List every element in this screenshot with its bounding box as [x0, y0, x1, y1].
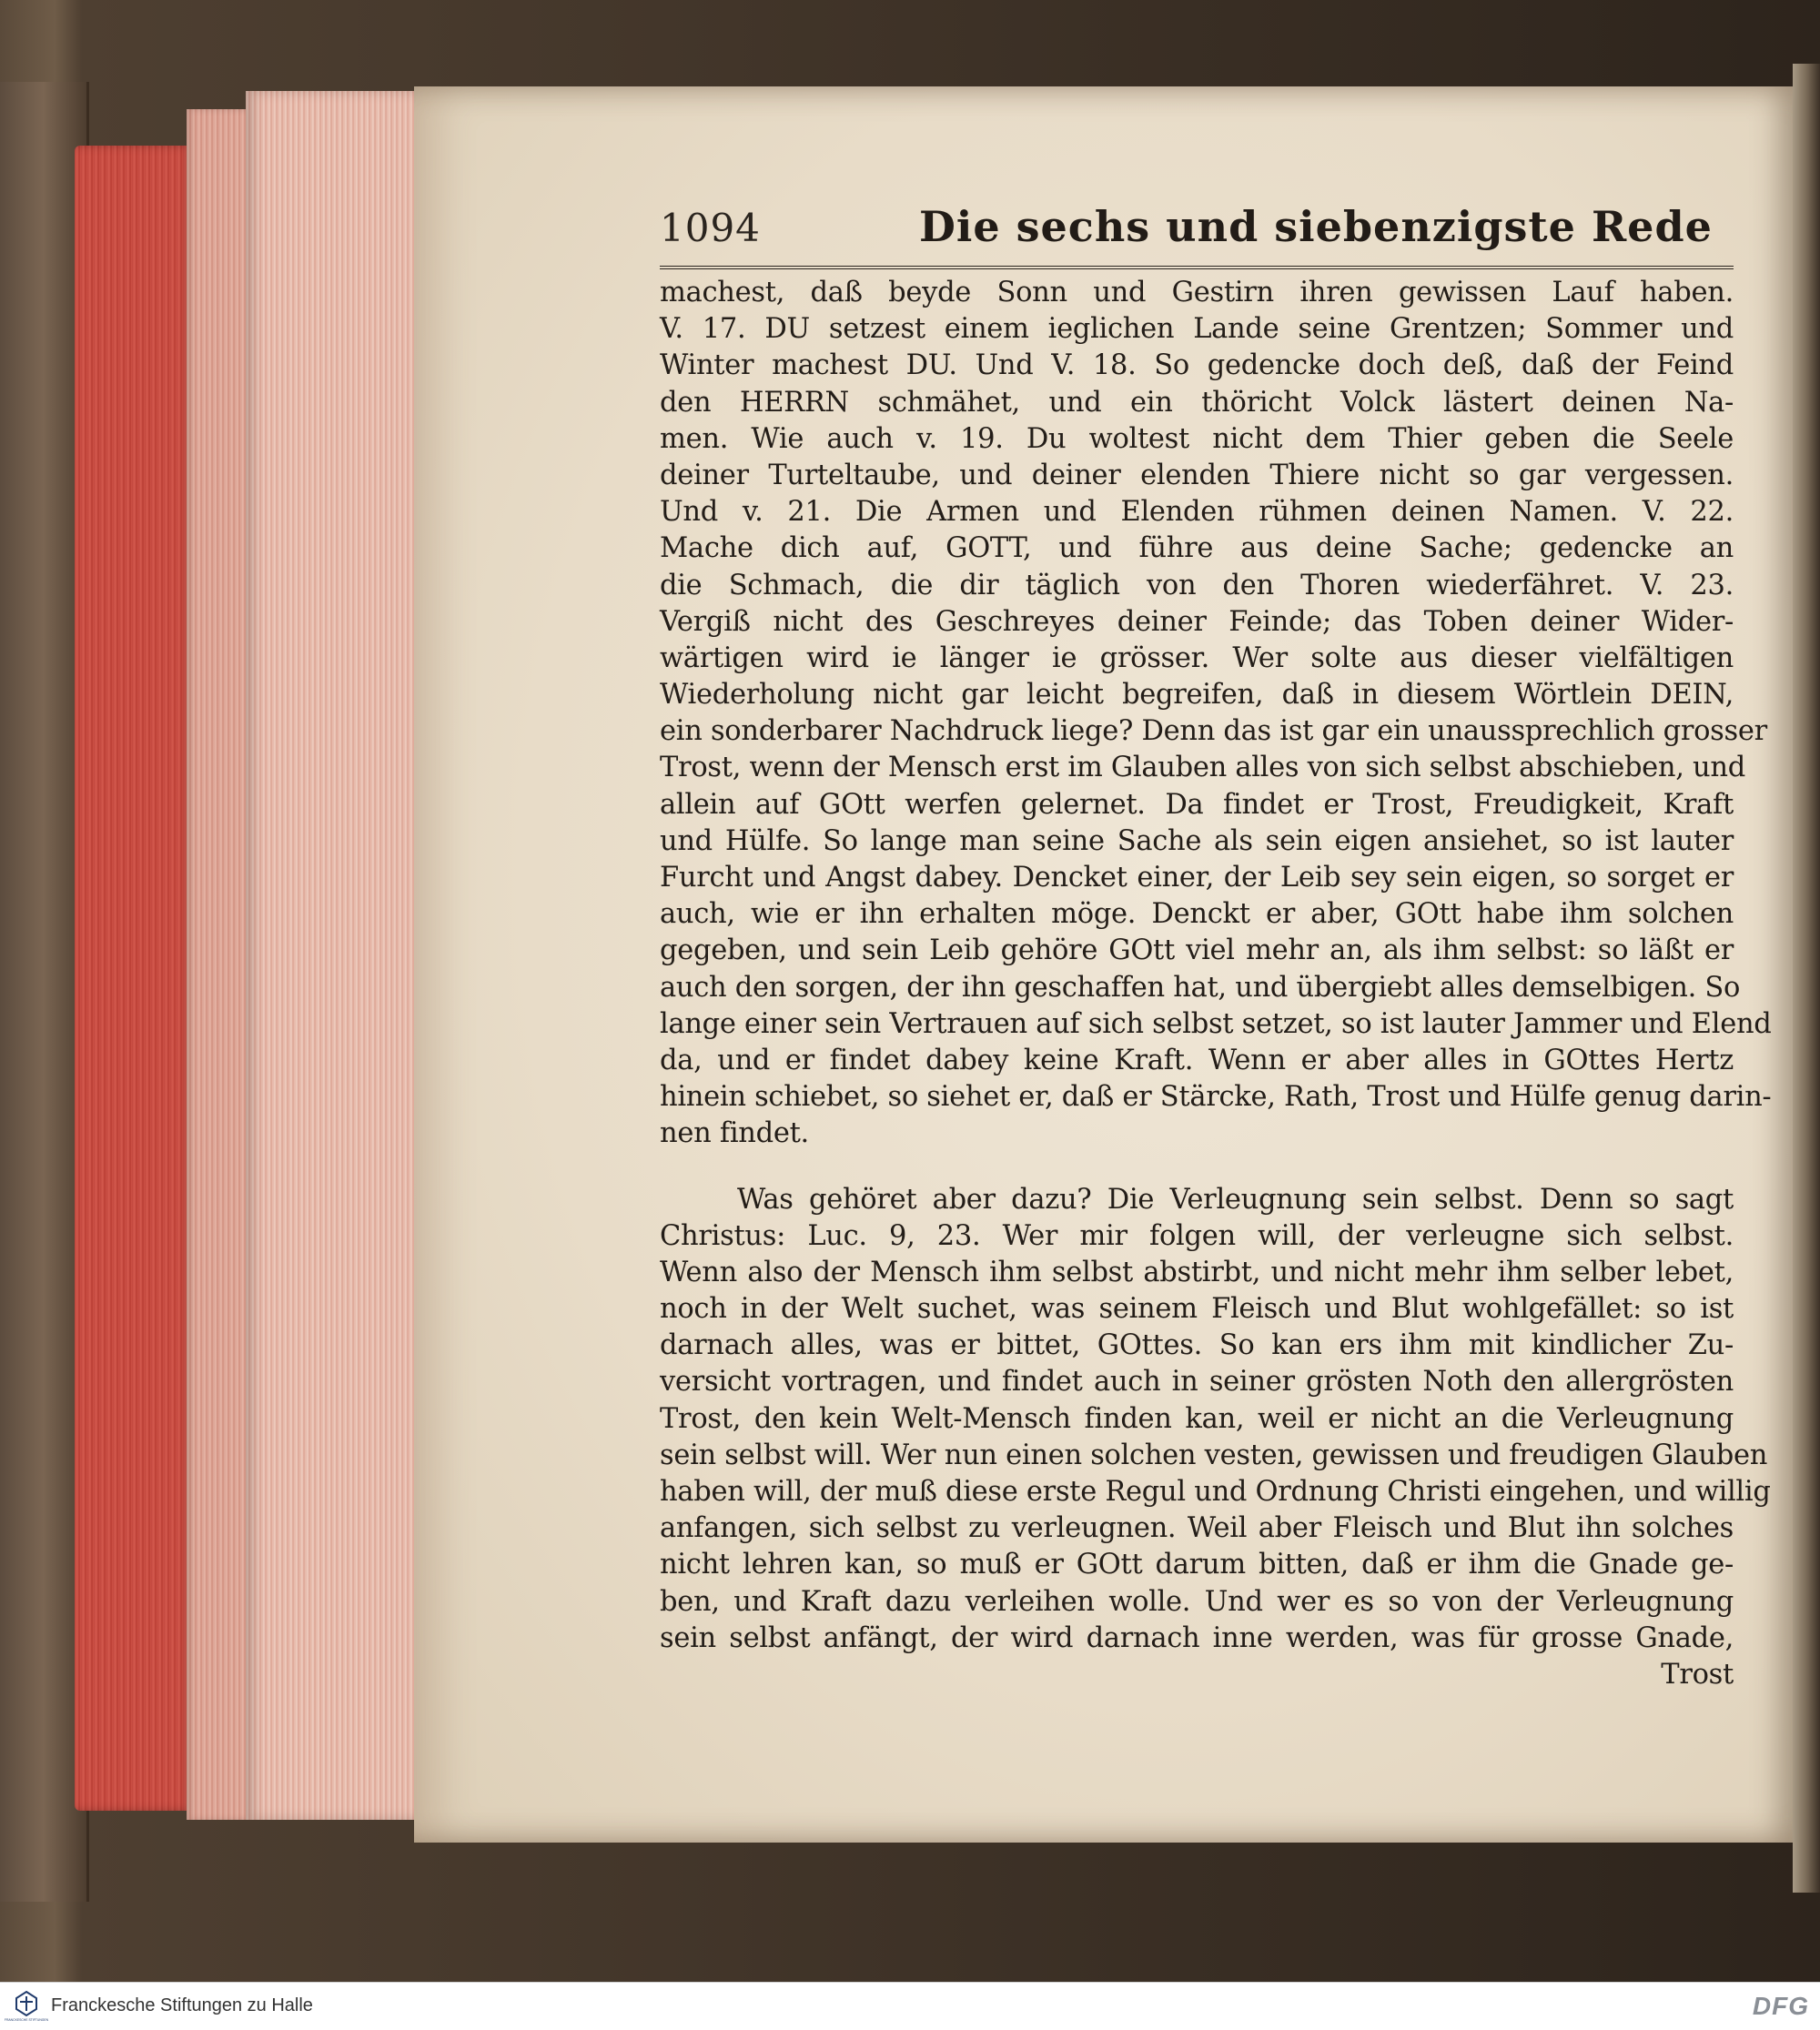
text-line: Christus: Luc. 9, 23. Wer mir folgen will, der verleugne sich selbst. — [660, 1219, 1734, 1252]
text-line: Mache dich auf, GOTT, und führe aus deine Sache; gedencke an — [660, 532, 1734, 565]
text-line: nen findet. — [660, 1117, 809, 1150]
page-number: 1094 — [660, 206, 761, 250]
text-line: anfangen, sich selbst zu verleugnen. Weil aber Fleisch und Blut ihn solches — [660, 1512, 1734, 1545]
text-line: ein sonderbarer Nachdruck liege? Denn das ist gar ein unaussprechlich grosser — [660, 715, 1767, 748]
text-line: sein selbst will. Wer nun einen solchen vesten, gewissen und freudigen Glauben — [660, 1439, 1768, 1471]
body-text — [660, 275, 1772, 1693]
institution-label: Franckesche Stiftungen zu Halle — [51, 1995, 313, 2015]
paragraph — [660, 1182, 1771, 1657]
catchword: Trost — [1661, 1658, 1734, 1691]
text-line: haben will, der muß diese erste Regul und Ordnung Christi eingehen, und willig — [660, 1476, 1771, 1508]
text-line: gegeben, und sein Leib gehöre GOtt viel mehr an, als ihm selbst: so läßt er — [660, 934, 1734, 967]
text-line: Wiederholung nicht gar leicht begreifen, daß in diesem Wörtlein DEIN, — [660, 679, 1734, 712]
text-line: deiner Turteltaube, und deiner elenden Thiere nicht so gar vergessen. — [660, 459, 1734, 491]
page-edges-stack — [246, 91, 428, 1820]
facing-page-edge — [1793, 64, 1820, 1893]
logo-caption: FRANCKESCHE STIFTUNGEN — [4, 2018, 49, 2022]
text-line: allein auf GOtt werfen gelernet. Da findet er Trost, Freudigkeit, Kraft — [660, 788, 1734, 821]
text-line: da, und er findet dabey keine Kraft. Wenn er aber alles in GOttes Hertz — [660, 1044, 1734, 1076]
paragraph — [660, 275, 1772, 1153]
text-line: ben, und Kraft dazu verleihen wolle. Und wer es so von der Verleugnung — [660, 1585, 1734, 1618]
franckesche-stiftungen-logo-icon — [4, 1989, 49, 2024]
text-line: nicht lehren kan, so muß er GOtt darum bitten, daß er ihm die Gnade ge- — [660, 1549, 1734, 1581]
text-line: und Hülfe. So lange man seine Sache als sein eigen ansiehet, so ist lauter — [660, 824, 1734, 857]
page-edges-red — [75, 146, 193, 1811]
text-line: sein selbst anfängt, der wird darnach inne werden, was für grosse Gnade, — [660, 1621, 1734, 1654]
text-line: auch den sorgen, der ihn geschaffen hat, und übergiebt alles demselbigen. So — [660, 971, 1741, 1004]
text-line: Trost, den kein Welt-Mensch finden kan, weil er nicht an die Verleugnung — [660, 1402, 1734, 1435]
running-head: Die sechs und siebenzigste Rede — [919, 202, 1713, 251]
text-line: Wenn also der Mensch ihm selbst abstirbt, und nicht mehr ihm selber lebet, — [660, 1256, 1734, 1288]
text-line: men. Wie auch v. 19. Du woltest nicht dem Thier geben die Seele — [660, 422, 1734, 455]
text-line: die Schmach, die dir täglich von den Thoren wiederfähret. V. 23. — [660, 569, 1734, 601]
text-line: noch in der Welt suchet, was seinem Fleisch und Blut wohlgefället: so ist — [660, 1293, 1734, 1326]
page-header — [660, 202, 1734, 269]
text-line: darnach alles, was er bittet, GOttes. So kan ers ihm mit kindlicher Zu- — [660, 1329, 1734, 1362]
dfg-logo-icon: DFG — [1752, 1992, 1809, 2020]
text-line: Furcht und Angst dabey. Dencket einer, der Leib sey sein eigen, so sorget er — [660, 862, 1734, 894]
text-line: lange einer sein Vertrauen auf sich selbst setzet, so ist lauter Jammer und Elend — [660, 1007, 1772, 1040]
text-line: machest, daß beyde Sonn und Gestirn ihren gewissen Lauf haben. — [660, 277, 1734, 308]
text-line: den HERRN schmähet, und ein thöricht Volck lästert deinen Na- — [660, 386, 1734, 419]
text-line: Und v. 21. Die Armen und Elenden rühmen deinen Namen. V. 22. — [660, 496, 1734, 529]
text-line: Winter machest DU. Und V. 18. So gedencke doch deß, daß der Feind — [660, 349, 1734, 382]
text-line: hinein schiebet, so siehet er, daß er Stärcke, Rath, Trost und Hülfe genug darin- — [660, 1081, 1772, 1114]
text-line: wärtigen wird ie länger ie grösser. Wer solte aus dieser vielfältigen — [660, 641, 1734, 674]
text-line: Was gehöret aber dazu? Die Verleugnung sein selbst. Denn so sagt — [737, 1183, 1734, 1216]
text-line: versicht vortragen, und findet auch in seiner grösten Noth den allergrösten — [660, 1366, 1734, 1399]
text-line: auch, wie er ihn erhalten möge. Denckt er aber, GOtt habe ihm solchen — [660, 898, 1734, 931]
text-line: V. 17. DU setzest einem ieglichen Lande seine Grentzen; Sommer und — [660, 313, 1734, 346]
viewer-footer — [0, 1982, 1820, 2030]
text-line: Vergiß nicht des Geschreyes deiner Feinde; das Toben deiner Wider- — [660, 605, 1734, 638]
paragraph-gap — [660, 1153, 1734, 1182]
text-line: Trost, wenn der Mensch erst im Glauben alles von sich selbst abschieben, und — [660, 752, 1745, 784]
